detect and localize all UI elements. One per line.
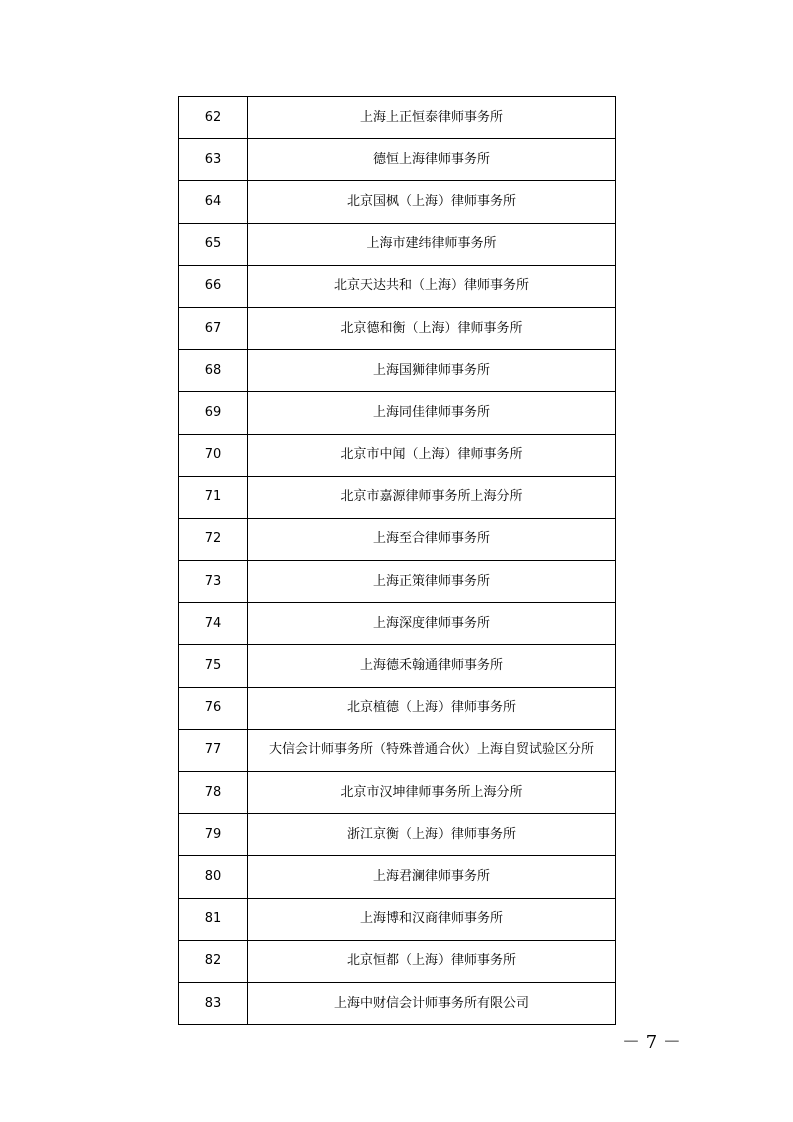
row-number: 67: [179, 307, 248, 349]
firm-name: 上海市建纬律师事务所: [248, 223, 616, 265]
table-row: [179, 307, 616, 349]
row-number: 70: [179, 434, 248, 476]
row-number: 62: [179, 97, 248, 139]
firm-name: 德恒上海律师事务所: [248, 139, 616, 181]
table-row: [179, 97, 616, 139]
row-number: 78: [179, 772, 248, 814]
firm-name: 北京市中闻（上海）律师事务所: [248, 434, 616, 476]
row-number: 81: [179, 898, 248, 940]
firm-name: 北京植德（上海）律师事务所: [248, 687, 616, 729]
row-number: 72: [179, 518, 248, 560]
table-row: [179, 645, 616, 687]
firm-name: 北京德和衡（上海）律师事务所: [248, 307, 616, 349]
firm-name: 上海博和汉商律师事务所: [248, 898, 616, 940]
table-row: [179, 856, 616, 898]
firm-name: 大信会计师事务所（特殊普通合伙）上海自贸试验区分所: [248, 729, 616, 771]
row-number: 71: [179, 476, 248, 518]
firm-name: 上海至合律师事务所: [248, 518, 616, 560]
table-row: [179, 940, 616, 982]
table-row: [179, 982, 616, 1024]
row-number: 73: [179, 561, 248, 603]
table-row: [179, 518, 616, 560]
row-number: 79: [179, 814, 248, 856]
firm-list-table: [178, 96, 616, 1025]
firm-list-table-container: [178, 96, 615, 1025]
firm-name: 北京天达共和（上海）律师事务所: [248, 265, 616, 307]
page-number: － 7 －: [622, 1032, 681, 1053]
firm-name: 上海上正恒泰律师事务所: [248, 97, 616, 139]
row-number: 74: [179, 603, 248, 645]
row-number: 80: [179, 856, 248, 898]
firm-name: 北京市汉坤律师事务所上海分所: [248, 772, 616, 814]
row-number: 75: [179, 645, 248, 687]
table-row: [179, 603, 616, 645]
table-row: [179, 476, 616, 518]
firm-name: 上海中财信会计师事务所有限公司: [248, 982, 616, 1024]
firm-name: 上海深度律师事务所: [248, 603, 616, 645]
row-number: 83: [179, 982, 248, 1024]
row-number: 65: [179, 223, 248, 265]
table-row: [179, 223, 616, 265]
table-row: [179, 687, 616, 729]
table-row: [179, 434, 616, 476]
table-row: [179, 350, 616, 392]
table-row: [179, 561, 616, 603]
row-number: 82: [179, 940, 248, 982]
table-row: [179, 729, 616, 771]
firm-name: 北京市嘉源律师事务所上海分所: [248, 476, 616, 518]
table-row: [179, 139, 616, 181]
row-number: 63: [179, 139, 248, 181]
firm-name: 上海君澜律师事务所: [248, 856, 616, 898]
firm-name: 北京恒都（上海）律师事务所: [248, 940, 616, 982]
row-number: 64: [179, 181, 248, 223]
firm-name: 上海正策律师事务所: [248, 561, 616, 603]
firm-name: 北京国枫（上海）律师事务所: [248, 181, 616, 223]
table-row: [179, 181, 616, 223]
table-row: [179, 814, 616, 856]
table-row: [179, 265, 616, 307]
row-number: 69: [179, 392, 248, 434]
firm-name: 浙江京衡（上海）律师事务所: [248, 814, 616, 856]
table-row: [179, 392, 616, 434]
row-number: 66: [179, 265, 248, 307]
table-row: [179, 772, 616, 814]
row-number: 68: [179, 350, 248, 392]
firm-name: 上海德禾翰通律师事务所: [248, 645, 616, 687]
table-row: [179, 898, 616, 940]
firm-list-table-body: [179, 97, 616, 1025]
firm-name: 上海同佳律师事务所: [248, 392, 616, 434]
firm-name: 上海国狮律师事务所: [248, 350, 616, 392]
row-number: 77: [179, 729, 248, 771]
row-number: 76: [179, 687, 248, 729]
